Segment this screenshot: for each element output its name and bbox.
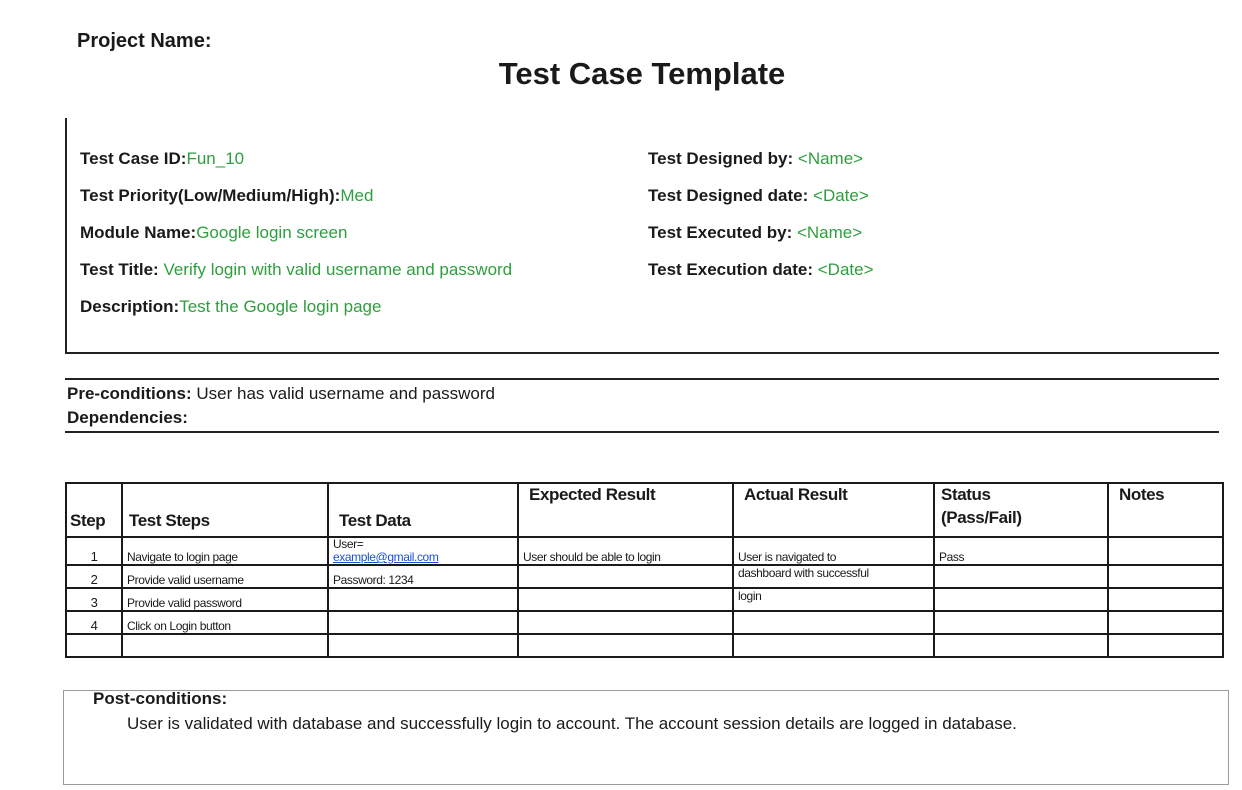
test-data-column-header: Test Data bbox=[339, 511, 411, 530]
test-data-email-link[interactable]: example@gmail.com bbox=[333, 550, 439, 564]
actual-result-column-header: Actual Result bbox=[744, 485, 848, 504]
status-cell bbox=[934, 588, 1108, 611]
info-left-border bbox=[65, 118, 67, 354]
notes-column-header: Notes bbox=[1119, 485, 1165, 504]
step-number bbox=[66, 634, 122, 657]
test-steps-column-cell bbox=[122, 483, 328, 537]
test-execution-date-value: <Date> bbox=[817, 260, 874, 279]
step-number: 2 bbox=[66, 565, 122, 588]
status-cell bbox=[934, 611, 1108, 634]
test-steps-column-header: Test Steps bbox=[129, 511, 210, 530]
status-cell bbox=[934, 565, 1108, 588]
preconditions-top-rule bbox=[65, 378, 1219, 380]
notes-cell bbox=[1108, 634, 1223, 657]
dependencies-label: Dependencies: bbox=[67, 408, 188, 427]
status-cell bbox=[934, 634, 1108, 657]
test-data-cell bbox=[328, 588, 518, 611]
notes-column-cell bbox=[1108, 483, 1223, 537]
description-label: Description: bbox=[80, 297, 180, 316]
notes-cell bbox=[1108, 611, 1223, 634]
test-data-cell bbox=[328, 611, 518, 634]
test-designed-date-label: Test Designed date: bbox=[648, 186, 809, 205]
test-step-cell: Navigate to login page bbox=[122, 537, 328, 565]
test-designed-by-field bbox=[648, 149, 863, 169]
expected-result-column-cell bbox=[518, 483, 733, 537]
test-data-user-line: User= bbox=[333, 537, 364, 551]
step-number: 3 bbox=[66, 588, 122, 611]
expected-result-cell bbox=[518, 565, 733, 588]
postconditions-box bbox=[63, 690, 1229, 785]
actual-result-column-cell bbox=[733, 483, 934, 537]
step-number: 4 bbox=[66, 611, 122, 634]
table-header-row bbox=[66, 483, 1223, 537]
test-data-cell bbox=[328, 634, 518, 657]
test-designed-date-field bbox=[648, 186, 869, 206]
table-row bbox=[66, 565, 1223, 588]
test-step-cell bbox=[122, 634, 328, 657]
test-executed-by-label: Test Executed by: bbox=[648, 223, 793, 242]
test-data-cell bbox=[328, 537, 518, 565]
postconditions-label: Post-conditions: bbox=[93, 689, 228, 708]
test-step-cell: Click on Login button bbox=[122, 611, 328, 634]
preconditions-bottom-rule bbox=[65, 431, 1219, 433]
expected-result-cell bbox=[518, 634, 733, 657]
test-case-id-value: Fun_10 bbox=[186, 149, 245, 168]
test-execution-date-field bbox=[648, 260, 874, 280]
preconditions-label: Pre-conditions: bbox=[67, 384, 192, 403]
preconditions-value: User has valid username and password bbox=[196, 384, 496, 403]
table-row bbox=[66, 634, 1223, 657]
status-column-cell bbox=[934, 483, 1108, 537]
test-steps-table bbox=[65, 482, 1224, 658]
info-divider bbox=[65, 352, 1219, 354]
actual-result-cell bbox=[733, 611, 934, 634]
test-case-id-field bbox=[80, 149, 244, 169]
step-column-cell bbox=[66, 483, 122, 537]
test-priority-field bbox=[80, 186, 373, 206]
description-value: Test the Google login page bbox=[179, 297, 382, 316]
actual-result-cell: dashboard with successful bbox=[733, 565, 934, 588]
actual-result-cell: login bbox=[733, 588, 934, 611]
test-title-field bbox=[80, 260, 512, 280]
test-title-label: Test Title: bbox=[80, 260, 159, 279]
status-column-header: Status bbox=[941, 485, 991, 504]
status-column-header-sub: (Pass/Fail) bbox=[941, 508, 1022, 527]
test-executed-by-field bbox=[648, 223, 862, 243]
step-column-header: Step bbox=[70, 511, 106, 530]
description-field bbox=[80, 297, 381, 317]
test-execution-date-label: Test Execution date: bbox=[648, 260, 813, 279]
test-case-id-label: Test Case ID: bbox=[80, 149, 187, 168]
test-data-column-cell bbox=[328, 483, 518, 537]
test-designed-date-value: <Date> bbox=[813, 186, 869, 205]
actual-result-cell bbox=[733, 634, 934, 657]
expected-result-cell bbox=[518, 611, 733, 634]
test-executed-by-value: <Name> bbox=[796, 223, 863, 242]
test-step-cell: Provide valid username bbox=[122, 565, 328, 588]
project-name-label: Project Name: bbox=[77, 30, 212, 52]
table-row bbox=[66, 588, 1223, 611]
postconditions-text: User is validated with database and successfully login to account. The account session details are logged in database. bbox=[127, 714, 1017, 733]
notes-cell bbox=[1108, 588, 1223, 611]
notes-cell bbox=[1108, 537, 1223, 565]
test-designed-by-value: <Name> bbox=[797, 149, 864, 168]
table-row bbox=[66, 537, 1223, 565]
expected-result-column-header: Expected Result bbox=[529, 485, 656, 504]
test-designed-by-label: Test Designed by: bbox=[648, 149, 794, 168]
module-name-field bbox=[80, 223, 347, 243]
test-data-cell: Password: 1234 bbox=[328, 565, 518, 588]
preconditions-field bbox=[67, 384, 495, 404]
status-cell: Pass bbox=[934, 537, 1108, 565]
test-priority-label: Test Priority(Low/Medium/High): bbox=[80, 186, 341, 205]
module-name-value: Google login screen bbox=[196, 223, 348, 242]
test-title-value: Verify login with valid username and password bbox=[163, 260, 513, 279]
test-step-cell: Provide valid password bbox=[122, 588, 328, 611]
module-name-label: Module Name: bbox=[80, 223, 197, 242]
page-title: Test Case Template bbox=[498, 56, 786, 91]
test-priority-value: Med bbox=[340, 186, 374, 205]
table-row bbox=[66, 611, 1223, 634]
step-number: 1 bbox=[66, 537, 122, 565]
expected-result-cell: User should be able to login bbox=[518, 537, 733, 565]
expected-result-cell bbox=[518, 588, 733, 611]
actual-result-cell: User is navigated to bbox=[733, 537, 934, 565]
dependencies-field bbox=[67, 408, 188, 428]
notes-cell bbox=[1108, 565, 1223, 588]
